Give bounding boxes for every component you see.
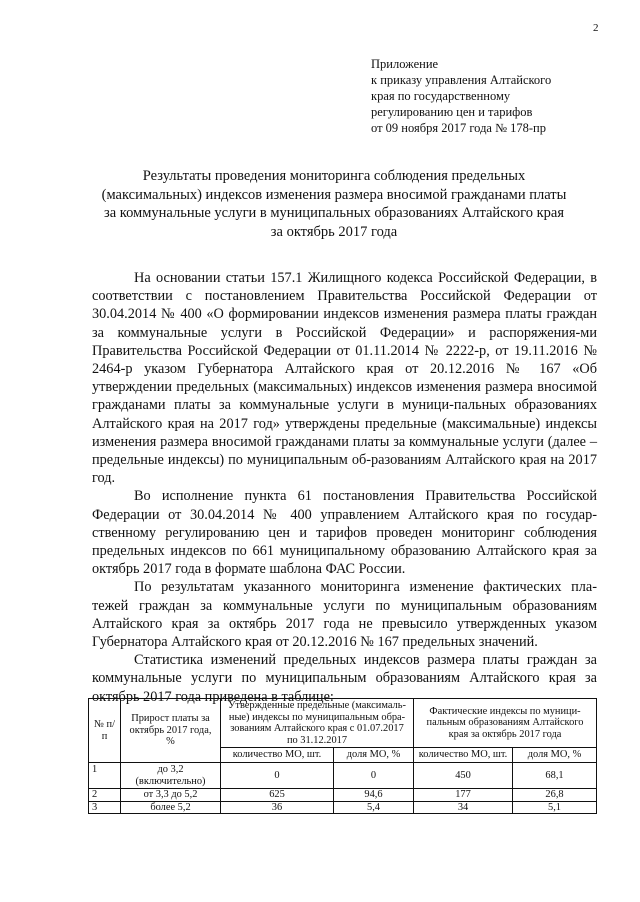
row-actual-count: 34 [414,801,513,814]
header-approved: Утвержденные предельные (максималь-ные) индексы по муниципальным обра-зованиям Алтайского края с 01.07.2017 по 31.12.2017 [221,699,414,748]
paragraph: По результатам указанного мониторинга изменение фактических пла-тежей граждан за коммунальные услуги по муниципальным образованиям Алтайского края за октябрь 2017 года не превысило утвержденных указом Губернатора Алтайского края от 20.12.2016 № 167 предельных значений. [92,579,597,651]
row-range: от 3,3 до 5,2 [121,789,221,802]
title-line: за октябрь 2017 года [270,223,398,240]
appendix-block [371,56,621,136]
row-num: 2 [89,789,121,802]
row-actual-share: 26,8 [513,789,597,802]
row-approved-count: 625 [221,789,334,802]
header-actual-count: количество МО, шт. [414,748,513,763]
appendix-line: регулированию цен и тарифов [371,105,533,119]
header-actual-share: доля МО, % [513,748,597,763]
body-text [92,269,597,706]
paragraph: Во исполнение пункта 61 постановления Правительства Российской Федерации от 30.04.2014 № 400 управлением Алтайского края по государ-ственному регулированию цен и тарифов проведен мониторинг соблюдения предельных индексов по 661 муниципальному образованию Алтайского края за октябрь 2017 года в формате шаблона ФАС России. [92,488,597,578]
row-actual-share: 68,1 [513,763,597,789]
row-approved-count: 0 [221,763,334,789]
row-approved-count: 36 [221,801,334,814]
appendix-line: Приложение [371,57,439,71]
title-line: Результаты проведения мониторинга соблюдения предельных [142,168,526,184]
appendix-line: к приказу управления Алтайского [371,73,552,87]
header-approved-share: доля МО, % [334,748,414,763]
title-line: за коммунальные услуги в муниципальных образованиях Алтайского края [103,205,565,221]
document-title [60,167,608,241]
paragraph: Статистика изменений предельных индексов размера платы граждан за коммунальные услуги по муниципальным образованиям Алтайского края за октябрь 2017 года приведена в таблице: [92,652,597,705]
row-approved-share: 0 [334,763,414,789]
header-approved-count: количество МО, шт. [221,748,334,763]
paragraph: На основании статьи 157.1 Жилищного кодекса Российской Федерации, в соответствии с постановлением Правительства Российской Федерации от 30.04.2014 № 400 «О формировании индексов изменения размера платы граждан за коммунальные услуги в Российской Федерации» и распоряжения-ми Правительства Российской Федерации от 01.11.2014 № 2222-р, от 19.11.2016 № 2464-р указом Губернатора Алтайского края от 20.12.2016 № 167 «Об утверждении предельных (максимальных) индексов изменения размера вносимой гражданами платы за коммунальные услуги в муници-пальных образованиях Алтайского края на 2017 год» утверждены предельные (максимальные) индексы изменения размера вносимой гражданами платы за коммунальные услуги (далее – предельные индексы) по муниципальным об-разованиям Алтайского края на 2017 год. [92,270,597,487]
row-approved-share: 94,6 [334,789,414,802]
header-growth: Прирост платы за октябрь 2017 года, % [121,699,221,763]
row-actual-count: 177 [414,789,513,802]
title-line: (максимальных) индексов изменения размера вносимой гражданами платы [101,186,567,203]
statistics-table [88,698,597,814]
header-num: № п/п [89,699,121,763]
page-number: 2 [593,22,599,34]
row-actual-count: 450 [414,763,513,789]
row-actual-share: 5,1 [513,801,597,814]
row-num: 3 [89,801,121,814]
header-actual: Фактические индексы по муници-пальным образованиям Алтайского края за октябрь 2017 года [414,699,597,748]
row-range: до 3,2 (включительно) [121,763,221,789]
appendix-line: от 09 ноября 2017 года № 178-пр [371,121,546,135]
table-row [89,789,597,802]
row-approved-share: 5,4 [334,801,414,814]
table-row [89,801,597,814]
row-range: более 5,2 [121,801,221,814]
appendix-line: края по государственному [371,89,511,103]
table-row [89,763,597,789]
row-num: 1 [89,763,121,789]
